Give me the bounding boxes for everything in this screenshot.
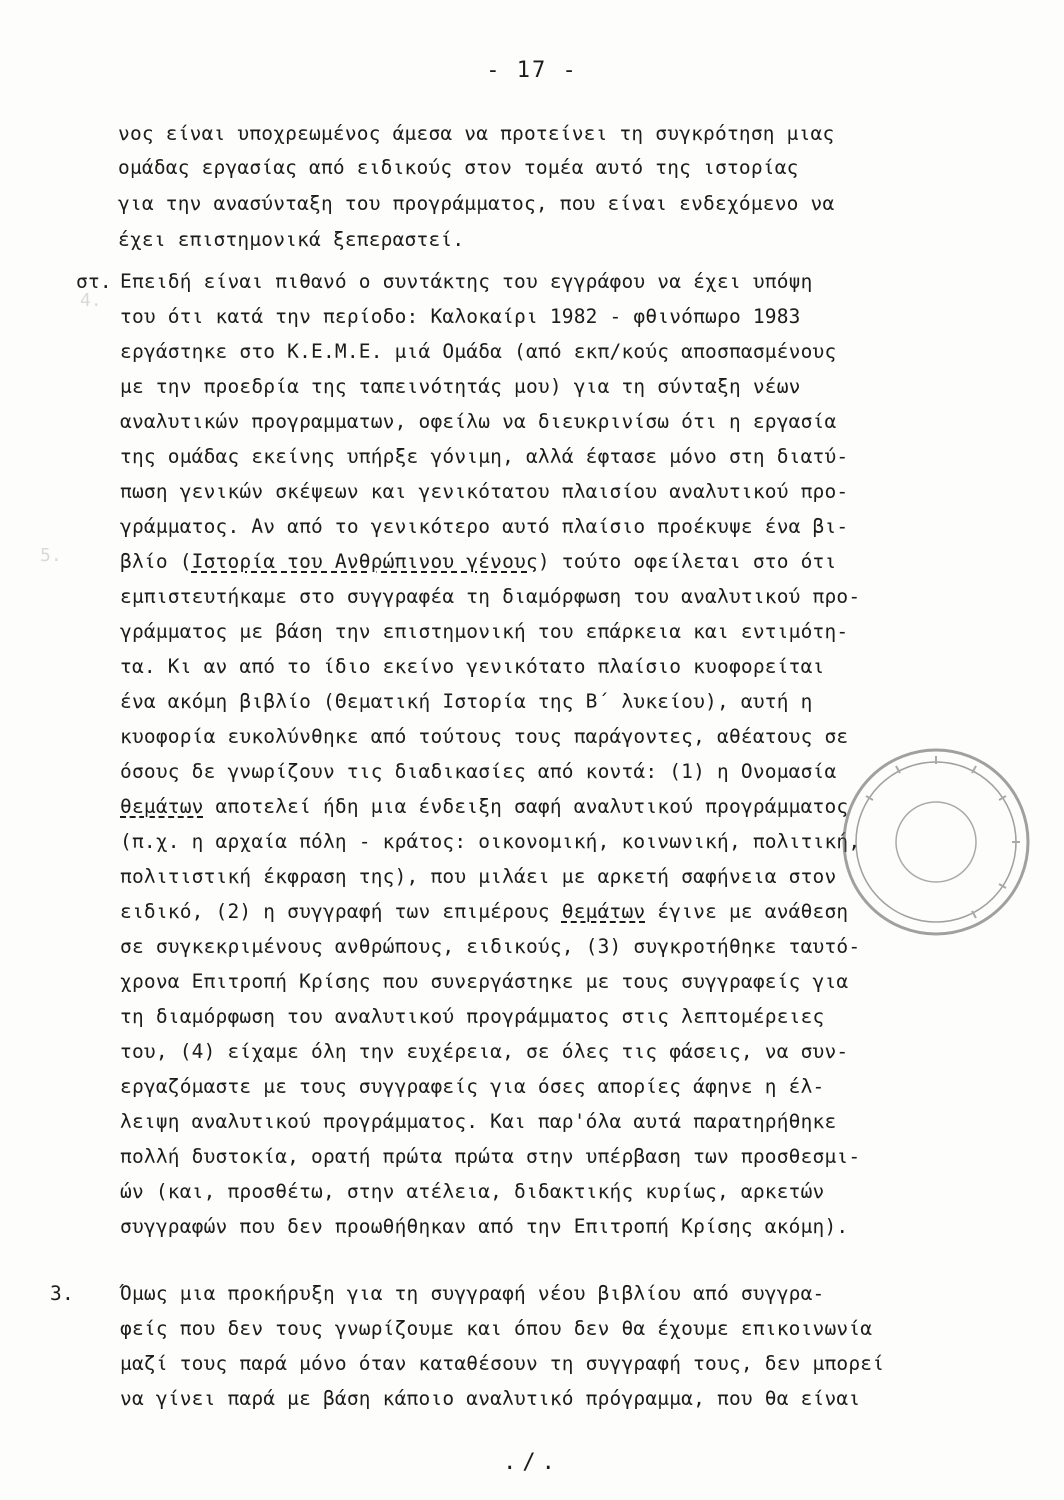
text-line: εργαζόμαστε με τους συγγραφείς για όσες απορίες άφηνε η έλ-	[120, 1075, 825, 1098]
text-line: ομάδας εργασίας από ειδικούς στον τομέα αυτό της ιστορίας	[118, 156, 799, 179]
text-fragment: έγινε με ανάθεση	[645, 900, 849, 923]
text-line: ών (και, προσθέτω, στην ατέλεια, διδακτικής κυρίως, αρκετών	[120, 1180, 825, 1203]
page-number: - 17 -	[486, 58, 578, 83]
text-line: (π.χ. η αρχαία πόλη - κράτος: οικονομική, κοινωνική, πολιτική,	[120, 830, 861, 853]
text-line: όσους δε γνωρίζουν τις διαδικασίες από κοντά: (1) η Ονομασία	[120, 760, 837, 783]
text-line: εργάστηκε στο Κ.Ε.Μ.Ε. μιά Ομάδα (από εκπ/κούς αποσπασμένους	[120, 340, 837, 363]
text-fragment: βλίο (	[120, 550, 192, 573]
text-line: χρονα Επιτροπή Κρίσης που συνεργάστηκε με τους συγγραφείς για	[120, 970, 849, 993]
text-line: γράμματος με βάση την επιστημονική του επάρκεια και εντιμότη-	[120, 620, 849, 643]
text-line: του ότι κατά την περίοδο: Καλοκαίρι 1982 - φθινόπωρο 1983	[120, 305, 801, 328]
text-fragment: ) τούτο οφείλεται στο ότι	[537, 550, 837, 573]
text-line	[120, 795, 848, 818]
continuation-mark: ./.	[503, 1450, 561, 1475]
text-line: για την ανασύνταξη του προγράμματος, που είναι ενδεχόμενο να	[118, 192, 835, 215]
text-line	[120, 900, 848, 923]
text-line: εμπιστευτήκαμε στο συγγραφέα τη διαμόρφωση του αναλυτικού προ-	[120, 585, 861, 608]
text-line: σε συγκεκριμένους ανθρώπους, ειδικούς, (3) συγκροτήθηκε ταυτό-	[120, 935, 861, 958]
text-line: πολλή δυστοκία, ορατή πρώτα πρώτα στην υπέρβαση των προσθεσμι-	[120, 1145, 861, 1168]
text-line: τη διαμόρφωση του αναλυτικού προγράμματος στις λεπτομέρειες	[120, 1005, 825, 1028]
text-line	[120, 550, 836, 573]
text-line: κυοφορία ευκολύνθηκε από τούτους τους παράγοντες, αθέατους σε	[120, 725, 849, 748]
section-marker: 3.	[50, 1282, 74, 1305]
text-line: φείς που δεν τους γνωρίζουμε και όπου δεν θα έχουμε επικοινωνία	[120, 1317, 873, 1340]
text-line: με την προεδρία της ταπεινότητάς μου) για τη σύνταξη νέων	[120, 375, 801, 398]
text-line: νος είναι υποχρεωμένος άμεσα να προτείνει τη συγκρότηση μιας	[118, 122, 835, 145]
text-line: συγγραφών που δεν προωθήθηκαν από την Επιτροπή Κρίσης ακόμη).	[120, 1215, 849, 1238]
text-line: λειψη αναλυτικού προγράμματος. Και παρ'όλα αυτά παρατηρήθηκε	[120, 1110, 837, 1133]
text-line: ένα ακόμη βιβλίο (Θεματική Ιστορία της Β΄ λυκείου), αυτή η	[120, 690, 813, 713]
underlined-title: Ιστορία του Ανθρώπινου γένους	[191, 550, 538, 573]
section-marker: στ.	[76, 270, 112, 293]
text-line: γράμματος. Αν από το γενικότερο αυτό πλαίσιο προέκυψε ένα βι-	[120, 515, 849, 538]
underlined-word: θεμάτων	[120, 795, 204, 818]
bleed-through-text: 5.	[40, 545, 62, 566]
text-line: τα. Κι αν από το ίδιο εκείνο γενικότατο πλαίσιο κυοφορείται	[120, 655, 825, 678]
text-line: της ομάδας εκείνης υπήρξε γόνιμη, αλλά έφτασε μόνο στη διατύ-	[120, 445, 849, 468]
text-fragment: ειδικό, (2) η συγγραφή των επιμέρους	[120, 900, 562, 923]
text-line: Όμως μια προκήρυξη για τη συγγραφή νέου βιβλίου από συγγρα-	[120, 1282, 825, 1305]
text-line: να γίνει παρά με βάση κάποιο αναλυτικό πρόγραμμα, που θα είναι	[120, 1387, 861, 1410]
underlined-word: θεμάτων	[561, 900, 646, 923]
official-stamp-icon	[836, 742, 1036, 942]
text-fragment: αποτελεί ήδη μια ένδειξη σαφή αναλυτικού προγράμματος	[203, 795, 849, 818]
text-line: του, (4) είχαμε όλη την ευχέρεια, σε όλες τις φάσεις, να συν-	[120, 1040, 849, 1063]
text-line: Επειδή είναι πιθανό ο συντάκτης του εγγράφου να έχει υπόψη	[120, 270, 813, 293]
text-line: πολιτιστική έκφραση της), που μιλάει με αρκετή σαφήνεια στον	[120, 865, 837, 888]
text-line: έχει επιστημονικά ξεπεραστεί.	[118, 228, 465, 251]
text-line: μαζί τους παρά μόνο όταν καταθέσουν τη συγγραφή τους, δεν μπορεί	[120, 1352, 885, 1375]
bleed-through-text: 4.	[80, 290, 102, 311]
text-line: πωση γενικών σκέψεων και γενικότατου πλαισίου αναλυτικού προ-	[120, 480, 849, 503]
text-line: αναλυτικών προγραμματων, οφείλω να διευκρινίσω ότι η εργασία	[120, 410, 837, 433]
